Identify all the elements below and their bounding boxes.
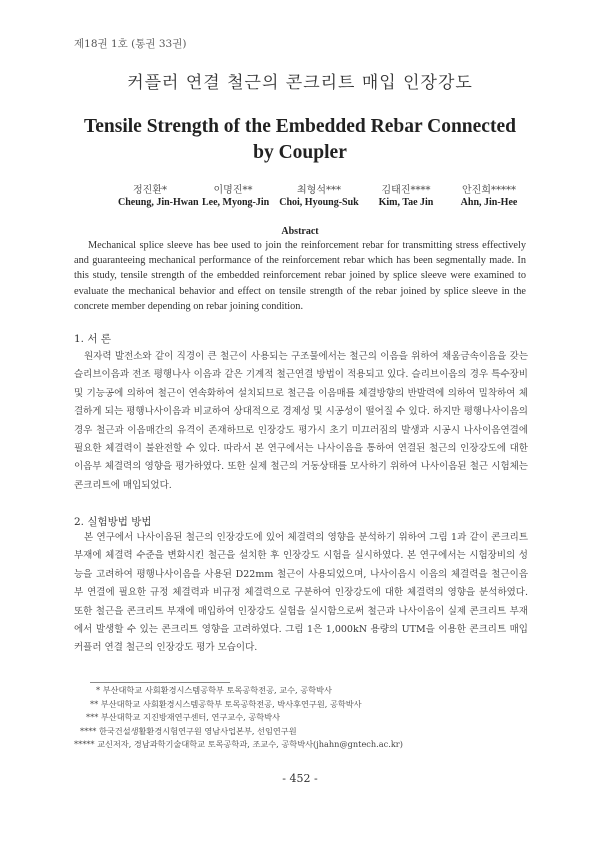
footnote-2: ** 부산대학교 사회환경시스템공학부 토목공학전공, 박사후연구원, 공학박사 [90,698,362,709]
footnotes [74,684,403,752]
section-1-title: 1. 서 론 [74,333,111,345]
author-name-kr: 김태진**** [381,185,431,196]
author-name-kr: 안진희***** [462,185,516,196]
section-1-body: 원자력 발전소와 같이 직경이 큰 철근이 사용되는 구조물에서는 철근의 이음을 위하여 채움금속이음을 갖는 슬리브이음과 전조 평행나사 이음과 같은 기계적 철근연결 방법이 적용되고 있다. 슬리브이음의 경우 특수장비 및 기능공에 의하여 철근이 연속화하여 설치되므로 철근을 이음매를 체결방향의 반발력에 의하여 밀착하여 체결하게 되는 평행나사이음과 비교하여 상대적으로 경제성 및 시공성이 떨어질 수 있다. 하지만 평행나사이음의 경우 철근과 이음매간의 유격이 존재하므로 인장강도 평가시 초기 미끄러짐의 발생과 시공시 나사이음연결에 필요한 체결력이 불완전할 수 있다. 따라서 본 연구에서는 나사이음을 통하여 연결된 철근의 인장강도에 대한 이음부 체결력의 영향을 평가하였다. 또한 실제 철근의 거동상태를 모사하기 위하여 나사이음된 철근 시험체는 콘크리트에 매입되었다. [74,351,528,491]
author-name-kr: 이명진** [213,185,253,196]
abstract-text: Mechanical splice sleeve has bee used to join the reinforcement rebar for transmitting stress effectively and guaranteeing mechanical performance of the reinforcement rebar which has been segmentally made. In this study, tensile strength of the embedded reinforcement rebar joined by splice sleeve were examined to evaluate the mechanical behavior and effect on tensile strength of the rebar joined by splice sleeve in the concrete member depending on rebar joining condition. [74,240,526,312]
footnote-4: **** 한국건설생활환경시험연구원 영남사업본부, 선임연구원 [80,725,297,736]
english-title: Tensile Strength of the Embedded Rebar Connected by Coupler [84,116,516,163]
section-2-body: 본 연구에서 나사이음된 철근의 인장강도에 있어 체결력의 영향을 분석하기 위하여 그림 1과 같이 콘크리트 부재에 체결력 수준을 변화시킨 철근을 설치한 후 인장강도 시험을 실시하였다. 본 연구에서는 시험장비의 성능을 고려하여 평행나사이음을 사용된 D22mm 철근이 사용되었으며, 나사이음시 이음의 체결력을 철근이음부 연결에 필요한 규정 체결력과 비규정 체결력으로 구분하여 인장강도에 대한 체결력의 영향을 분석하였다. 또한 철근을 콘크리트 부재에 매입하여 인장강도 실험을 실시함으로써 철근과 나사이음이 실제 콘크리트 부재에서 발생할 수 있는 콘크리트 영향을 고려하였다. 그림 1은 1,000kN 용량의 UTM을 이용한 콘크리트 매입 커플러 연결 철근의 인장강도 평가 모습이다. [74,532,528,654]
author-1 [118,181,199,208]
footnote-divider [90,682,230,683]
section-2-title: 2. 실험방법 방법 [74,516,152,528]
korean-title: 커플러 연결 철근의 콘크리트 매입 인장강도 [127,73,473,93]
author-name-kr: 최형석*** [297,185,341,196]
author-3 [278,181,360,208]
author-name-en: Cheung, Jin-Hwan [118,197,199,208]
author-name-en: Lee, Myong-Jin [202,197,270,208]
abstract-heading: Abstract [281,226,319,237]
author-name-en: Choi, Hyoung-Suk [279,197,359,208]
footnote-3: *** 부산대학교 지진방재연구센터, 연구교수, 공학박사 [86,712,280,723]
author-name-kr: 정진환* [133,185,167,196]
journal-issue: 제18권 1호 (통권 33권) [74,38,187,50]
page-number: - 452 - [282,772,318,785]
author-5 [456,181,522,208]
author-4 [374,181,438,208]
author-name-en: Kim, Tae Jin [378,197,434,208]
footnote-5: ***** 교신저자, 경남과학기술대학교 토목공학과, 조교수, 공학박사(jhahn@gntech.ac.kr) [74,739,403,750]
author-2 [202,181,270,208]
footnote-1: * 부산대학교 사회환경시스템공학부 토목공학전공, 교수, 공학박사 [96,685,332,695]
author-name-en: Ahn, Jin-Hee [460,197,518,208]
